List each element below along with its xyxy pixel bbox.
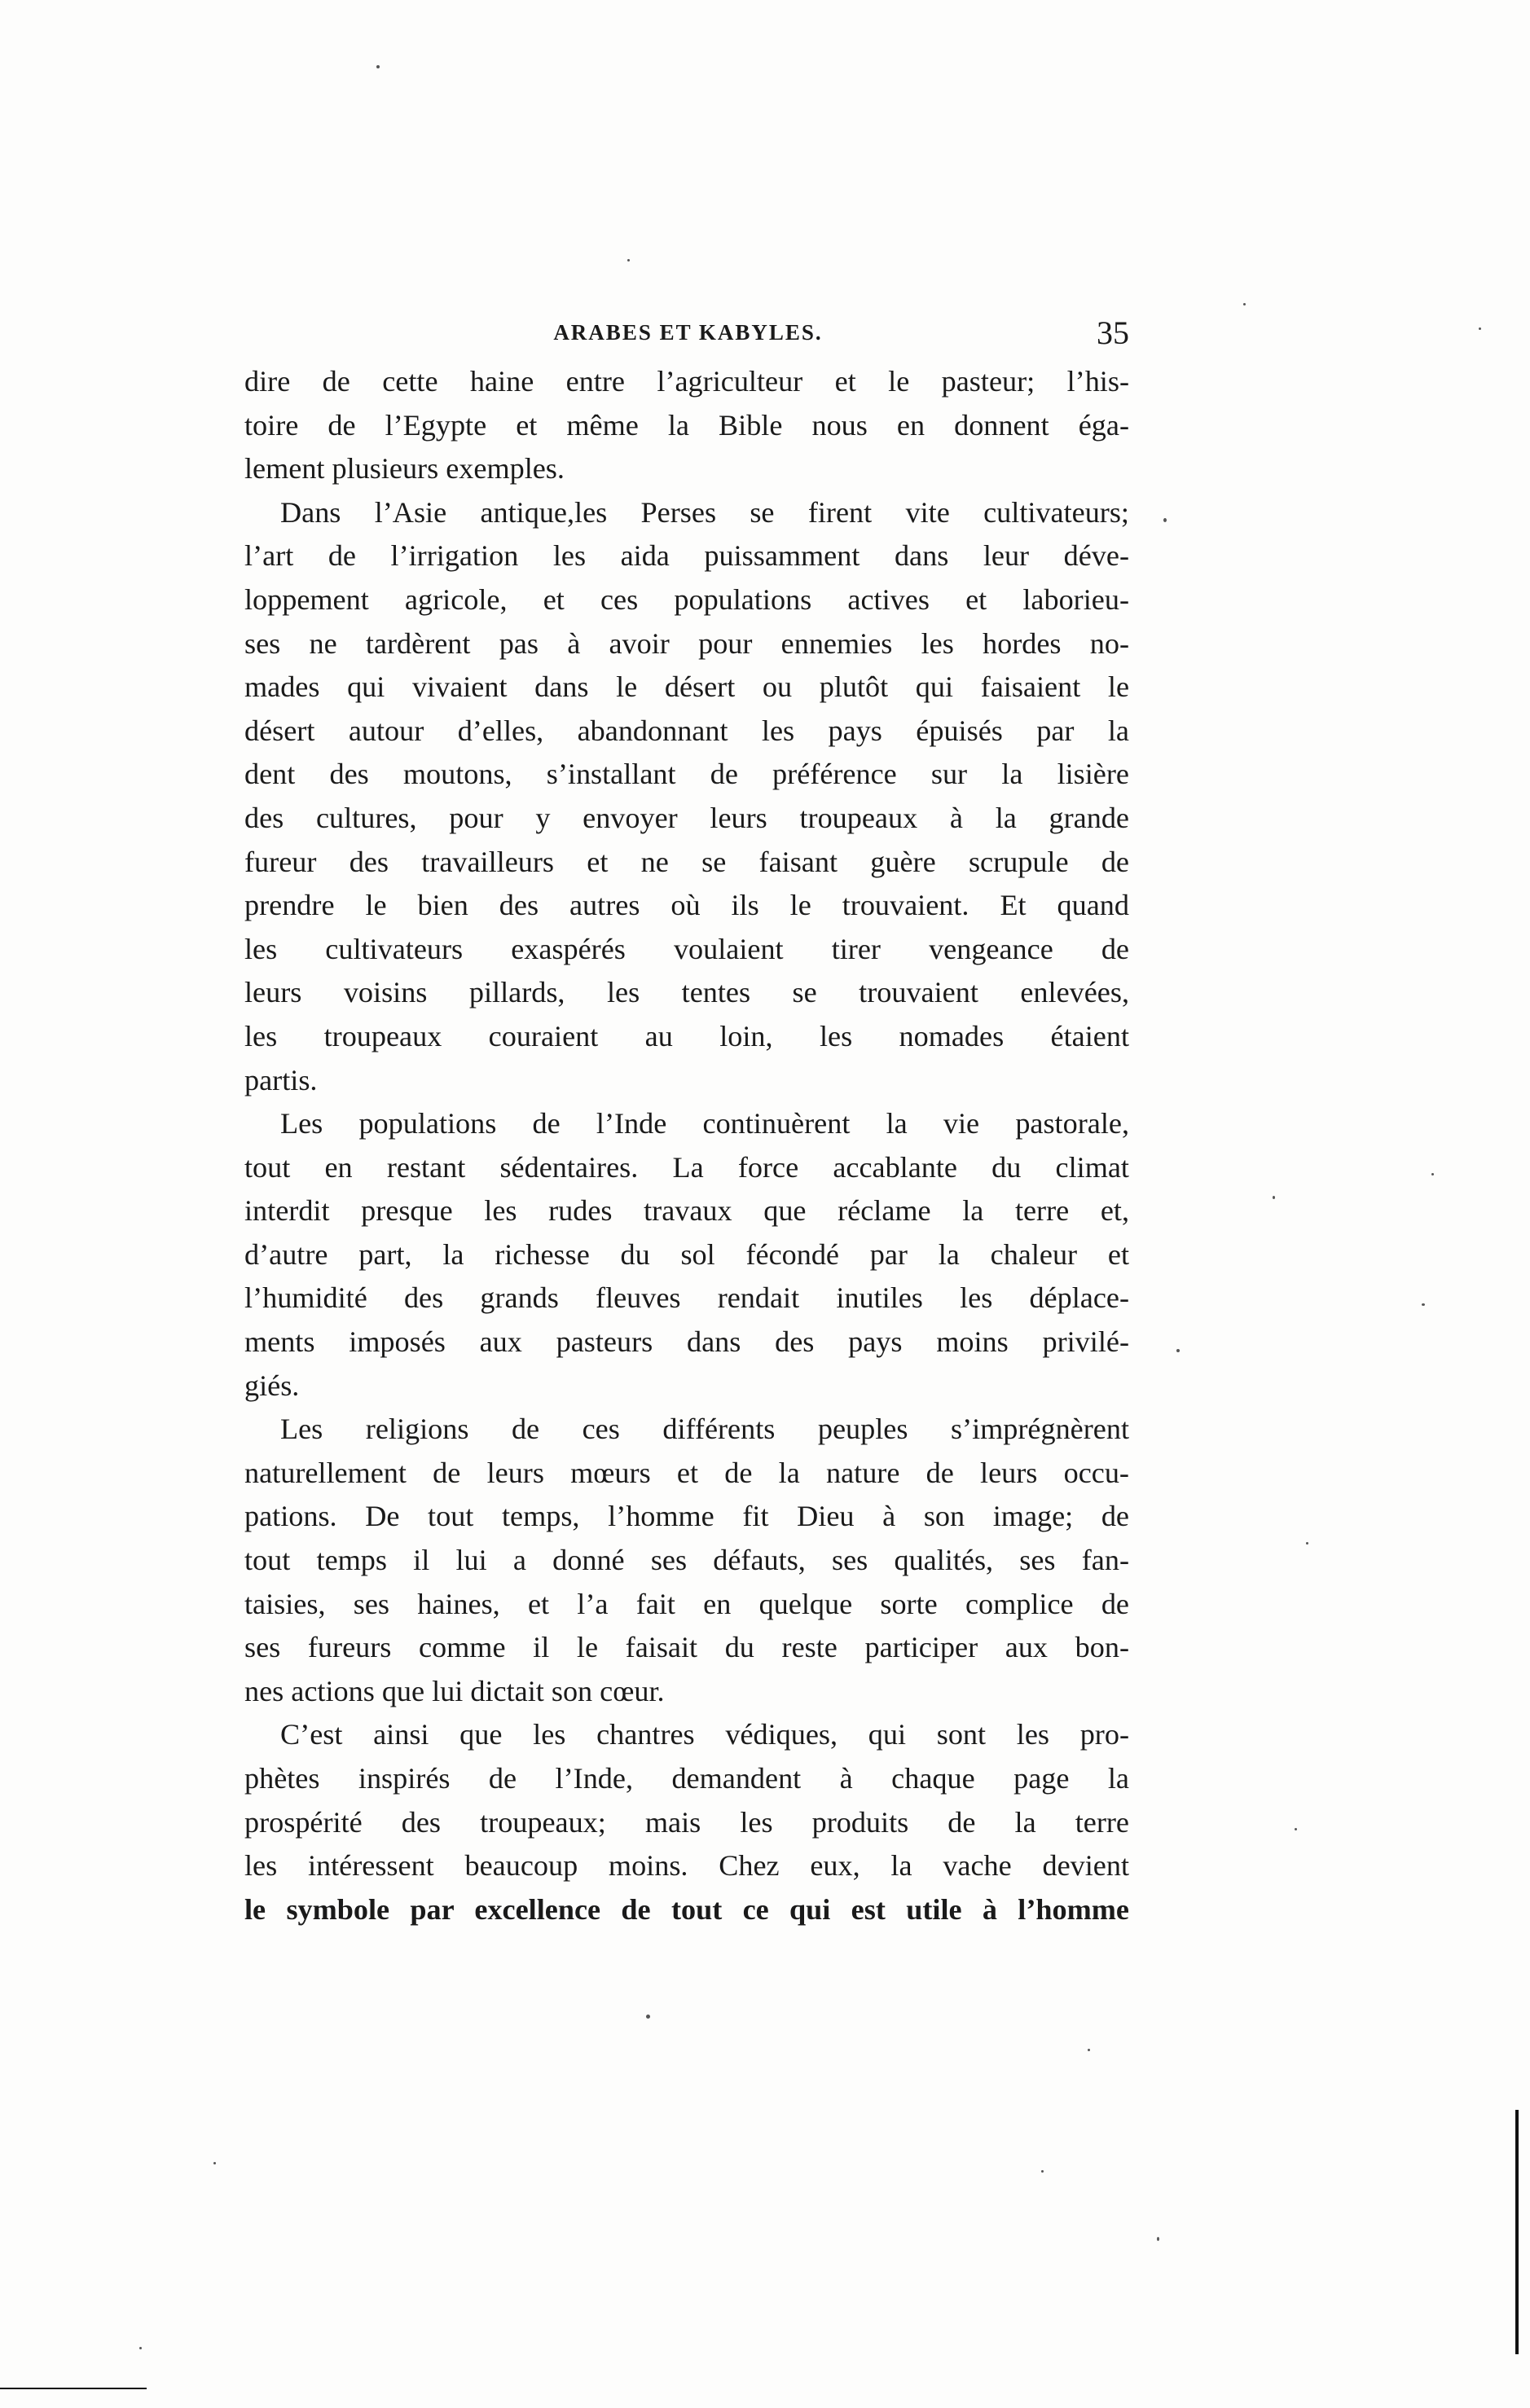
text-line: l’humidité des grands fleuves rendait inutiles les déplace- <box>244 1281 1129 1315</box>
scan-speck <box>1041 2170 1044 2173</box>
scan-speck <box>376 65 380 68</box>
text-line: mades qui vivaient dans le désert ou plutôt qui faisaient le <box>244 670 1129 704</box>
text-line: fureur des travailleurs et ne se faisant guère scrupule de <box>244 845 1129 878</box>
text-line: leurs voisins pillards, les tentes se trouvaient enlevées, <box>244 976 1129 1009</box>
scan-speck <box>1176 1349 1180 1352</box>
text-line: phètes inspirés de l’Inde, demandent à chaque page la <box>244 1762 1129 1795</box>
scan-speck <box>1479 327 1481 330</box>
scan-speck <box>646 2015 650 2019</box>
scan-edge-line <box>0 2388 147 2389</box>
text-line: pations. De tout temps, l’homme fit Dieu à son image; de <box>244 1500 1129 1533</box>
scan-speck <box>627 259 630 261</box>
text-line: ses fureurs comme il le faisait du reste participer aux bon- <box>244 1631 1129 1664</box>
text-line: loppement agricole, et ces populations actives et laborieu- <box>244 582 1129 616</box>
scan-speck <box>1157 2237 1159 2241</box>
text-line: prendre le bien des autres où ils le trouvaient. Et quand <box>244 889 1129 922</box>
text-line: lement plusieurs exemples. <box>244 452 565 486</box>
text-line: dent des moutons, s’installant de préférence sur la lisière <box>244 758 1129 791</box>
scan-speck <box>1088 2049 1090 2051</box>
text-line: dire de cette haine entre l’agriculteur et le pasteur; l’his- <box>244 365 1129 398</box>
text-line: Les religions de ces différents peuples s’imprégnèrent <box>280 1413 1129 1446</box>
text-line: les cultivateurs exaspérés voulaient tirer vengeance de <box>244 932 1129 965</box>
text-line: des cultures, pour y envoyer leurs troupeaux à la grande <box>244 801 1129 834</box>
scan-speck <box>1163 518 1167 522</box>
scan-speck <box>213 2162 216 2164</box>
text-line: Les populations de l’Inde continuèrent la vie pastorale, <box>280 1107 1129 1140</box>
body-text <box>244 360 1129 1931</box>
text-line: ses ne tardèrent pas à avoir pour ennemies les hordes no- <box>244 626 1129 660</box>
running-title: ARABES ET KABYLES. <box>553 320 823 345</box>
scan-speck <box>1431 1173 1434 1175</box>
scan-speck <box>1306 1542 1308 1545</box>
running-head <box>247 314 1129 363</box>
scan-speck <box>139 2347 142 2349</box>
text-line: C’est ainsi que les chantres védiques, qui sont les pro- <box>280 1718 1129 1751</box>
text-line: prospérité des troupeaux; mais les produits de la terre <box>244 1805 1129 1839</box>
scan-edge-line <box>1515 2110 1519 2354</box>
text-line: ments imposés aux pasteurs dans des pays moins privilé- <box>244 1325 1129 1359</box>
text-line: les intéressent beaucoup moins. Chez eux, la vache devient <box>244 1849 1129 1883</box>
text-line: tout en restant sédentaires. La force accablante du climat <box>244 1150 1129 1184</box>
text-line: naturellement de leurs mœurs et de la nature de leurs occu- <box>244 1456 1129 1489</box>
text-line: taisies, ses haines, et l’a fait en quelque sorte complice de <box>244 1587 1129 1620</box>
text-line: partis. <box>244 1063 318 1096</box>
text-line: tout temps il lui a donné ses défauts, ses qualités, ses fan- <box>244 1544 1129 1577</box>
page-number: 35 <box>1097 314 1129 351</box>
text-line: l’art de l’irrigation les aida puissamment dans leur déve- <box>244 539 1129 573</box>
scan-speck <box>1422 1303 1425 1306</box>
text-line: Dans l’Asie antique,les Perses se firent vite cultivateurs; <box>280 495 1129 529</box>
text-line: interdit presque les rudes travaux que réclame la terre et, <box>244 1194 1129 1228</box>
text-line: les troupeaux couraient au loin, les nomades étaient <box>244 1019 1129 1052</box>
text-line: d’autre part, la richesse du sol fécondé par la chaleur et <box>244 1237 1129 1271</box>
text-line: toire de l’Egypte et même la Bible nous en donnent éga- <box>244 408 1129 442</box>
text-line: le symbole par excellence de tout ce qui est utile à l’homme <box>244 1892 1129 1926</box>
text-line: giés. <box>244 1369 300 1402</box>
scan-speck <box>1243 303 1246 305</box>
text-line: désert autour d’elles, abandonnant les pays épuisés par la <box>244 714 1129 747</box>
text-line: nes actions que lui dictait son cœur. <box>244 1674 665 1707</box>
scan-speck <box>1295 1828 1297 1830</box>
scan-speck <box>1273 1196 1275 1199</box>
